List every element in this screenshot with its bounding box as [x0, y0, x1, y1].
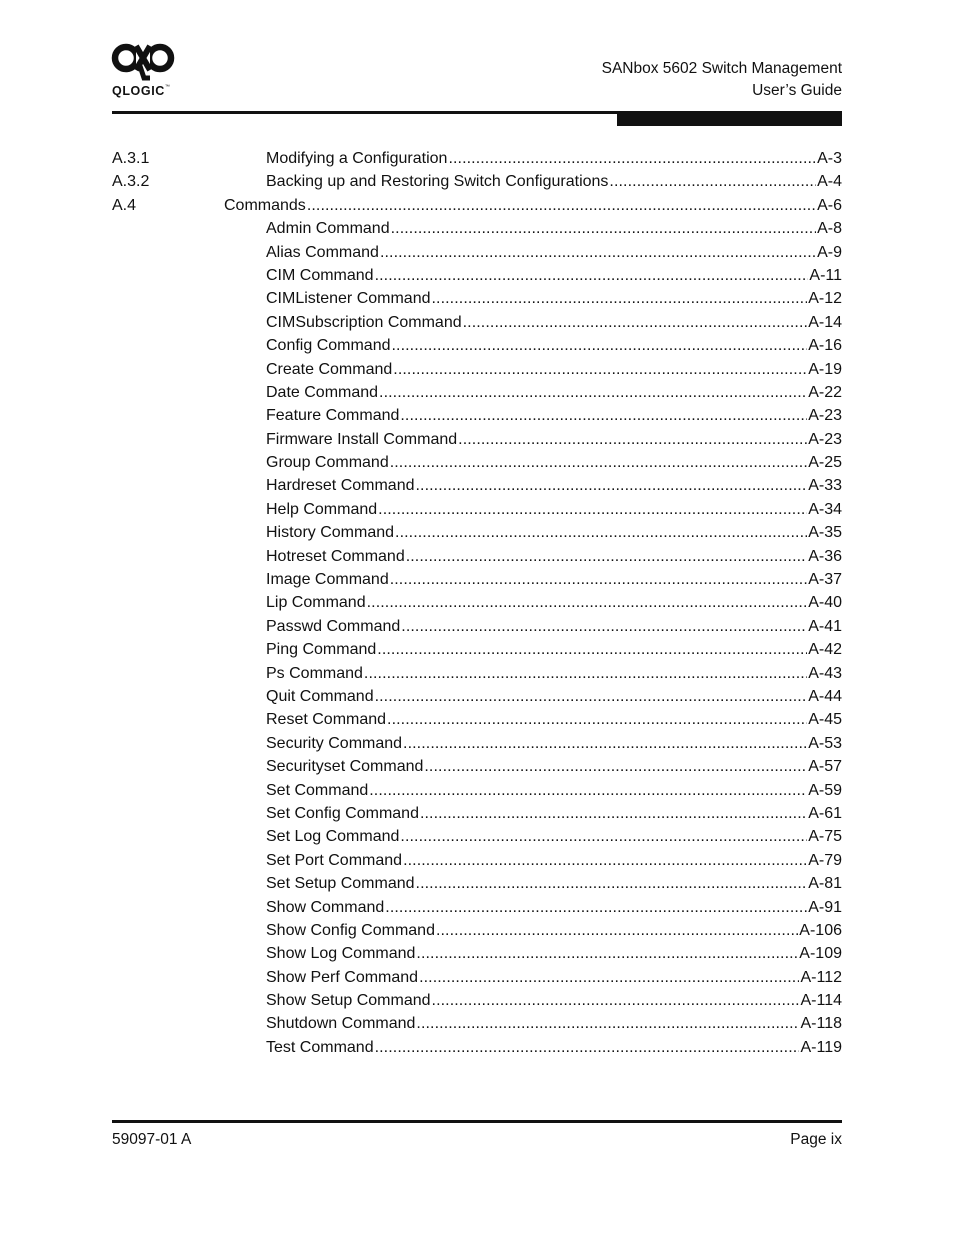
- toc-dot-leader: [391, 217, 816, 240]
- toc-entry-page: A-12: [808, 290, 842, 308]
- toc-entry-title: Backing up and Restoring Switch Configurations: [266, 173, 609, 191]
- toc-dot-leader: [377, 638, 807, 661]
- toc-entry-page: A-23: [808, 430, 842, 448]
- toc-entry[interactable]: [112, 802, 842, 825]
- toc-entry-title: Image Command: [266, 571, 389, 589]
- toc-dot-leader: [400, 404, 807, 427]
- toc-dot-leader: [387, 708, 807, 731]
- toc-entry[interactable]: [112, 147, 842, 170]
- toc-dot-leader: [385, 896, 807, 919]
- toc-entry-title: Set Log Command: [266, 828, 400, 846]
- toc-entry[interactable]: [112, 451, 842, 474]
- toc-entry-page: A-57: [808, 758, 842, 776]
- toc-entry-page: A-25: [808, 454, 842, 472]
- toc-entry-title: Firmware Install Command: [266, 430, 458, 448]
- toc-entry-page: A-114: [800, 992, 842, 1010]
- toc-entry[interactable]: [112, 849, 842, 872]
- toc-entry-page: A-4: [817, 173, 842, 191]
- toc-entry-title: Passwd Command: [266, 617, 401, 635]
- toc-entry[interactable]: [112, 521, 842, 544]
- toc-entry-number: A.4: [112, 196, 137, 214]
- toc-entry-title: Securityset Command: [266, 758, 424, 776]
- toc-dot-leader: [401, 615, 807, 638]
- toc-entry[interactable]: [112, 311, 842, 334]
- toc-entry-page: A-36: [808, 547, 842, 565]
- toc-entry-title: Test Command: [266, 1038, 374, 1056]
- toc-entry-page: A-81: [808, 875, 842, 893]
- footer-page-number: Page ix: [790, 1131, 842, 1148]
- toc-dot-leader: [416, 942, 798, 965]
- toc-dot-leader: [609, 170, 816, 193]
- toc-entry-page: A-35: [808, 524, 842, 542]
- document-title-line2: User’s Guide: [752, 82, 842, 99]
- toc-entry-page: A-79: [808, 851, 842, 869]
- toc-entry-title: Show Perf Command: [266, 968, 419, 986]
- toc-entry[interactable]: [112, 287, 842, 310]
- toc-entry[interactable]: [112, 428, 842, 451]
- toc-entry[interactable]: [112, 241, 842, 264]
- toc-entry[interactable]: [112, 334, 842, 357]
- toc-dot-leader: [419, 966, 799, 989]
- toc-entry-page: A-22: [808, 383, 842, 401]
- toc-entry-page: A-118: [800, 1015, 842, 1033]
- toc-dot-leader: [403, 849, 807, 872]
- toc-entry-page: A-14: [808, 313, 842, 331]
- toc-entry-title: Set Config Command: [266, 804, 419, 822]
- toc-dot-leader: [463, 311, 808, 334]
- toc-entry-page: A-106: [799, 921, 842, 939]
- toc-entry-title: Ping Command: [266, 641, 377, 659]
- toc-entry-title: History Command: [266, 524, 395, 542]
- toc-entry[interactable]: [112, 591, 842, 614]
- toc-entry-page: A-45: [808, 711, 842, 729]
- toc-entry-title: Show Command: [266, 898, 385, 916]
- toc-entry[interactable]: [112, 755, 842, 778]
- toc-dot-leader: [448, 147, 816, 170]
- toc-entry-title: Lip Command: [266, 594, 366, 612]
- toc-dot-leader: [406, 545, 807, 568]
- toc-entry-number: A.3.1: [112, 150, 150, 167]
- toc-entry-title: Hotreset Command: [266, 547, 405, 565]
- toc-dot-leader: [369, 779, 807, 802]
- toc-entry-page: A-6: [817, 196, 842, 214]
- toc-dot-leader: [393, 358, 807, 381]
- toc-entry[interactable]: [112, 194, 842, 217]
- toc-dot-leader: [458, 428, 807, 451]
- toc-entry[interactable]: [112, 170, 842, 193]
- toc-entry[interactable]: [112, 825, 842, 848]
- toc-dot-leader: [367, 591, 808, 614]
- toc-entry[interactable]: [112, 662, 842, 685]
- toc-dot-leader: [400, 825, 807, 848]
- toc-entry-page: A-119: [800, 1038, 842, 1056]
- toc-entry[interactable]: [112, 404, 842, 427]
- toc-entry-title: Help Command: [266, 500, 378, 518]
- toc-dot-leader: [420, 802, 807, 825]
- toc-dot-leader: [375, 685, 808, 708]
- toc-entry-page: A-42: [808, 641, 842, 659]
- toc-dot-leader: [416, 1012, 799, 1035]
- toc-dot-leader: [436, 919, 798, 942]
- toc-entry-page: A-44: [808, 687, 842, 705]
- toc-entry-page: A-59: [808, 781, 842, 799]
- toc-entry[interactable]: [112, 498, 842, 521]
- toc-entry-title: Quit Command: [266, 687, 374, 705]
- toc-dot-leader: [416, 872, 808, 895]
- toc-entry[interactable]: [112, 638, 842, 661]
- toc-entry-title: Date Command: [266, 383, 379, 401]
- toc-entry-page: A-19: [808, 360, 842, 378]
- toc-entry-page: A-75: [808, 828, 842, 846]
- toc-entry[interactable]: [112, 685, 842, 708]
- toc-dot-leader: [432, 287, 808, 310]
- toc-entry-page: A-109: [799, 945, 842, 963]
- toc-entry-title: Group Command: [266, 454, 389, 472]
- toc-entry-page: A-16: [808, 337, 842, 355]
- toc-entry[interactable]: [112, 919, 842, 942]
- toc-dot-leader: [364, 662, 807, 685]
- toc-entry-title: Set Setup Command: [266, 875, 415, 893]
- toc-entry[interactable]: [112, 1012, 842, 1035]
- toc-entry-title: Ps Command: [266, 664, 363, 682]
- logo-wordmark: QLOGIC™: [112, 84, 171, 98]
- toc-dot-leader: [375, 1036, 800, 1059]
- toc-entry[interactable]: [112, 872, 842, 895]
- toc-dot-leader: [395, 521, 807, 544]
- toc-entry-page: A-43: [808, 664, 842, 682]
- toc-dot-leader: [378, 498, 807, 521]
- toc-entry-title: Create Command: [266, 360, 393, 378]
- toc-dot-leader: [416, 474, 808, 497]
- toc-entry[interactable]: [112, 615, 842, 638]
- toc-dot-leader: [379, 381, 807, 404]
- toc-entry-page: A-61: [808, 804, 842, 822]
- toc-entry[interactable]: [112, 568, 842, 591]
- toc-entry-title: Show Log Command: [266, 945, 416, 963]
- footer-doc-number: 59097-01 A: [112, 1131, 192, 1148]
- toc-entry-title: Set Port Command: [266, 851, 403, 869]
- toc-entry-title: Alias Command: [266, 243, 379, 261]
- toc-dot-leader: [403, 732, 807, 755]
- toc-entry-title: CIMListener Command: [266, 290, 431, 308]
- toc-entry-page: A-40: [808, 594, 842, 612]
- toc-entry[interactable]: [112, 358, 842, 381]
- toc-entry-title: Show Config Command: [266, 921, 435, 939]
- toc-entry-title: Config Command: [266, 337, 391, 355]
- toc-entry-page: A-33: [808, 477, 842, 495]
- toc-entry-page: A-23: [808, 407, 842, 425]
- document-title: [602, 58, 842, 102]
- toc-entry-title: Reset Command: [266, 711, 387, 729]
- toc-entry-title: Show Setup Command: [266, 992, 431, 1010]
- toc-entry-title: CIM Command: [266, 266, 374, 284]
- footer-rule: [112, 1120, 842, 1123]
- toc-entry[interactable]: [112, 1036, 842, 1059]
- toc-entry-page: A-3: [817, 150, 842, 167]
- toc-entry-page: A-91: [808, 898, 842, 916]
- toc-entry[interactable]: [112, 779, 842, 802]
- toc-entry[interactable]: [112, 217, 842, 240]
- toc-dot-leader: [375, 264, 809, 287]
- toc-entry[interactable]: [112, 732, 842, 755]
- toc-entry-title: Set Command: [266, 781, 369, 799]
- toc-entry[interactable]: [112, 381, 842, 404]
- toc-entry-title: Commands: [224, 196, 306, 214]
- toc-entry[interactable]: [112, 264, 842, 287]
- toc-entry[interactable]: [112, 545, 842, 568]
- toc-dot-leader: [390, 568, 807, 591]
- table-of-contents: [112, 147, 842, 1059]
- toc-entry-title: Security Command: [266, 734, 403, 752]
- toc-entry-page: A-34: [808, 500, 842, 518]
- document-title-line1: SANbox 5602 Switch Management: [601, 60, 842, 77]
- toc-entry-title: Shutdown Command: [266, 1015, 416, 1033]
- toc-entry-title: Feature Command: [266, 407, 400, 425]
- toc-entry[interactable]: [112, 942, 842, 965]
- toc-entry-page: A-41: [808, 617, 842, 635]
- toc-entry[interactable]: [112, 966, 842, 989]
- header-bar: [617, 113, 842, 126]
- toc-dot-leader: [424, 755, 807, 778]
- toc-entry-page: A-8: [817, 220, 842, 238]
- toc-entry-page: A-37: [808, 571, 842, 589]
- toc-entry-number: A.3.2: [112, 173, 150, 191]
- toc-entry-page: A-11: [809, 266, 842, 284]
- toc-entry[interactable]: [112, 989, 842, 1012]
- toc-entry-page: A-112: [800, 968, 842, 986]
- toc-entry[interactable]: [112, 896, 842, 919]
- toc-dot-leader: [307, 194, 816, 217]
- toc-dot-leader: [432, 989, 800, 1012]
- toc-entry-title: Admin Command: [266, 220, 390, 238]
- toc-entry[interactable]: [112, 474, 842, 497]
- toc-dot-leader: [380, 241, 816, 264]
- toc-dot-leader: [390, 451, 807, 474]
- toc-entry-page: A-53: [808, 734, 842, 752]
- toc-dot-leader: [392, 334, 808, 357]
- toc-entry-title: CIMSubscription Command: [266, 313, 462, 331]
- toc-entry-title: Hardreset Command: [266, 477, 415, 495]
- toc-entry-title: Modifying a Configuration: [266, 150, 448, 167]
- toc-entry-page: A-9: [817, 243, 842, 261]
- toc-entry[interactable]: [112, 708, 842, 731]
